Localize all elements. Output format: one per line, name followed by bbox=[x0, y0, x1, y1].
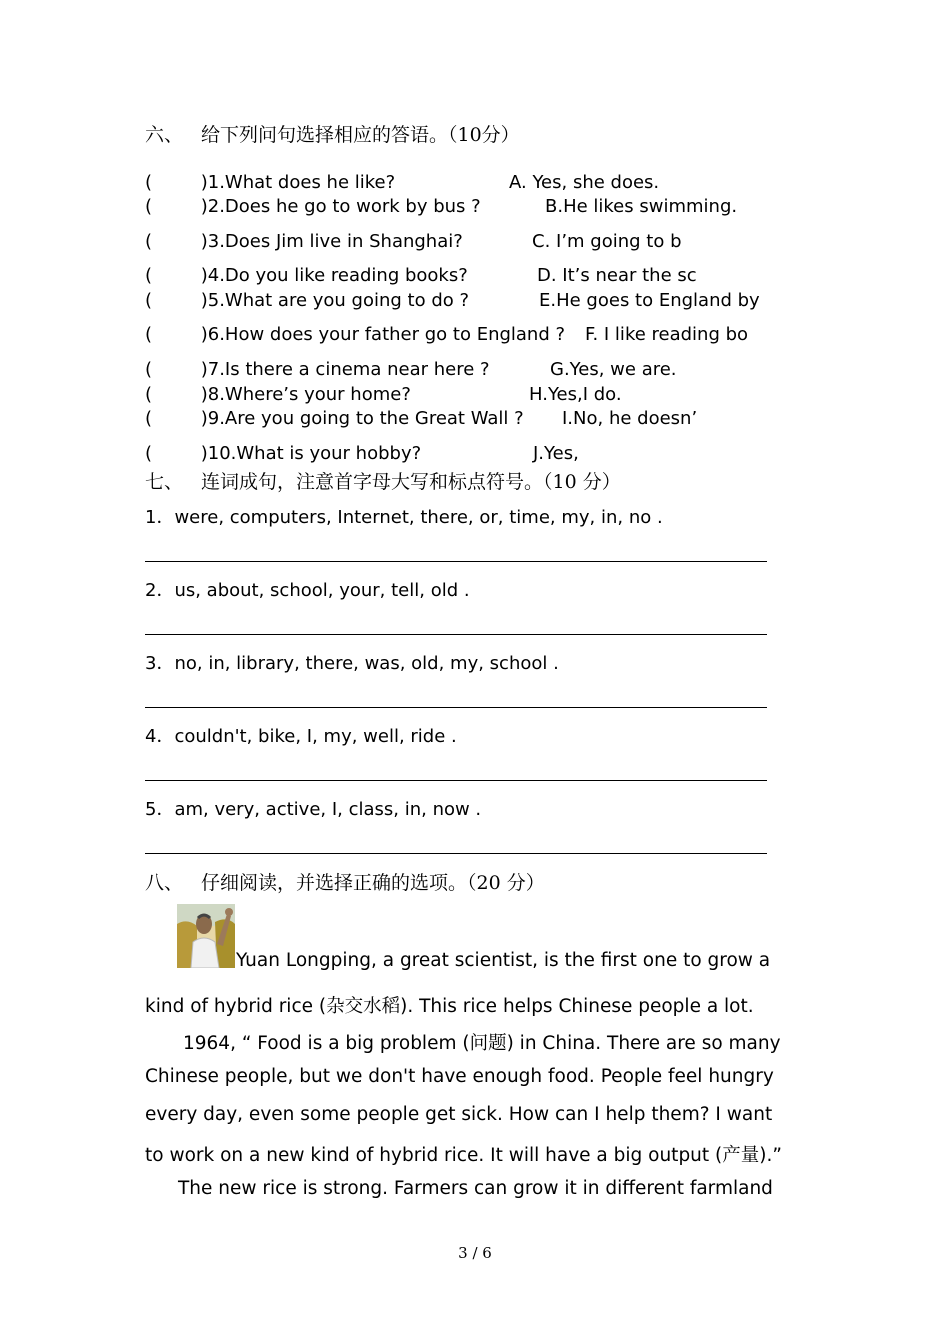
question-row: ( )5.What are you going to do ? bbox=[145, 290, 470, 311]
question-row: ( )10.What is your hobby? bbox=[145, 443, 422, 464]
passage-line: every day, even some people get sick. How can I help them? I want bbox=[145, 1104, 773, 1125]
section-8-title: 仔细阅读，并选择正确的选项。（20 分） bbox=[201, 872, 545, 894]
question-text: )5.What are you going to do ? bbox=[195, 290, 470, 311]
answer-option: J.Yes, bbox=[533, 443, 579, 464]
question-row: ( )4.Do you like reading books? bbox=[145, 265, 468, 286]
section-7-number: 七、 bbox=[145, 471, 184, 493]
section-6-title: 给下列问句选择相应的答语。（10分） bbox=[201, 124, 520, 146]
scrambled-sentence: 3．no, in, library, there, was, old, my, school . bbox=[145, 653, 559, 674]
passage-line: The new rice is strong. Farmers can grow it in different farmland bbox=[178, 1178, 773, 1199]
scrambled-sentence: 2．us, about, school, your, tell, old . bbox=[145, 580, 470, 601]
answer-option: I.No, he doesn’ bbox=[562, 408, 698, 429]
question-row: ( )9.Are you going to the Great Wall ? bbox=[145, 408, 524, 429]
answer-option: D. It’s near the sc bbox=[537, 265, 697, 286]
question-text: )9.Are you going to the Great Wall ? bbox=[195, 408, 524, 429]
answer-option: G.Yes, we are. bbox=[550, 359, 677, 380]
passage-line: 1964, “ Food is a big problem (问题) in China. There are so many bbox=[183, 1033, 781, 1054]
question-text: )4.Do you like reading books? bbox=[195, 265, 468, 286]
scientist-photo bbox=[177, 904, 235, 968]
scrambled-sentence: 5．am, very, active, I, class, in, now . bbox=[145, 799, 482, 820]
answer-line[interactable] bbox=[145, 780, 767, 781]
section-8-number: 八、 bbox=[145, 872, 184, 894]
page-number: 3 / 6 bbox=[458, 1244, 492, 1262]
question-row: ( )1.What does he like? bbox=[145, 172, 396, 193]
question-text: )6.How does your father go to England ? bbox=[195, 324, 566, 345]
question-text: )3.Does Jim live in Shanghai? bbox=[195, 231, 463, 252]
scrambled-sentence: 4．couldn't, bike, I, my, well, ride . bbox=[145, 726, 457, 747]
answer-option: A. Yes, she does. bbox=[509, 172, 660, 193]
answer-option: F. I like reading bo bbox=[585, 324, 749, 345]
question-text: )8.Where’s your home? bbox=[195, 384, 411, 405]
question-text: )2.Does he go to work by bus ? bbox=[195, 196, 481, 217]
question-row: ( )8.Where’s your home? bbox=[145, 384, 411, 405]
question-text: )1.What does he like? bbox=[195, 172, 396, 193]
question-row: ( )6.How does your father go to England ? bbox=[145, 324, 566, 345]
question-row: ( )3.Does Jim live in Shanghai? bbox=[145, 231, 463, 252]
answer-option: E.He goes to England by bbox=[539, 290, 760, 311]
question-text: )7.Is there a cinema near here ? bbox=[195, 359, 490, 380]
section-6-heading bbox=[145, 120, 520, 147]
section-6-number: 六、 bbox=[145, 124, 184, 146]
question-row: ( )2.Does he go to work by bus ? bbox=[145, 196, 481, 217]
passage-line: kind of hybrid rice (杂交水稻). This rice helps Chinese people a lot. bbox=[145, 996, 754, 1017]
passage-line: to work on a new kind of hybrid rice. It will have a big output (产量).” bbox=[145, 1145, 782, 1166]
section-8-heading bbox=[145, 868, 545, 895]
answer-option: C. I’m going to b bbox=[532, 231, 682, 252]
answer-line[interactable] bbox=[145, 561, 767, 562]
passage-line: Yuan Longping, a great scientist, is the first one to grow a bbox=[236, 950, 771, 971]
section-7-title: 连词成句，注意首字母大写和标点符号。（10 分） bbox=[201, 471, 621, 493]
passage-line: Chinese people, but we don't have enough food. People feel hungry bbox=[145, 1066, 774, 1087]
section-7-heading bbox=[145, 467, 621, 494]
answer-option: B.He likes swimming. bbox=[545, 196, 738, 217]
question-text: )10.What is your hobby? bbox=[195, 443, 422, 464]
question-row: ( )7.Is there a cinema near here ? bbox=[145, 359, 490, 380]
answer-line[interactable] bbox=[145, 634, 767, 635]
scrambled-sentence: 1．were, computers, Internet, there, or, time, my, in, no . bbox=[145, 507, 663, 528]
answer-line[interactable] bbox=[145, 853, 767, 854]
answer-option: H.Yes,I do. bbox=[529, 384, 622, 405]
answer-line[interactable] bbox=[145, 707, 767, 708]
